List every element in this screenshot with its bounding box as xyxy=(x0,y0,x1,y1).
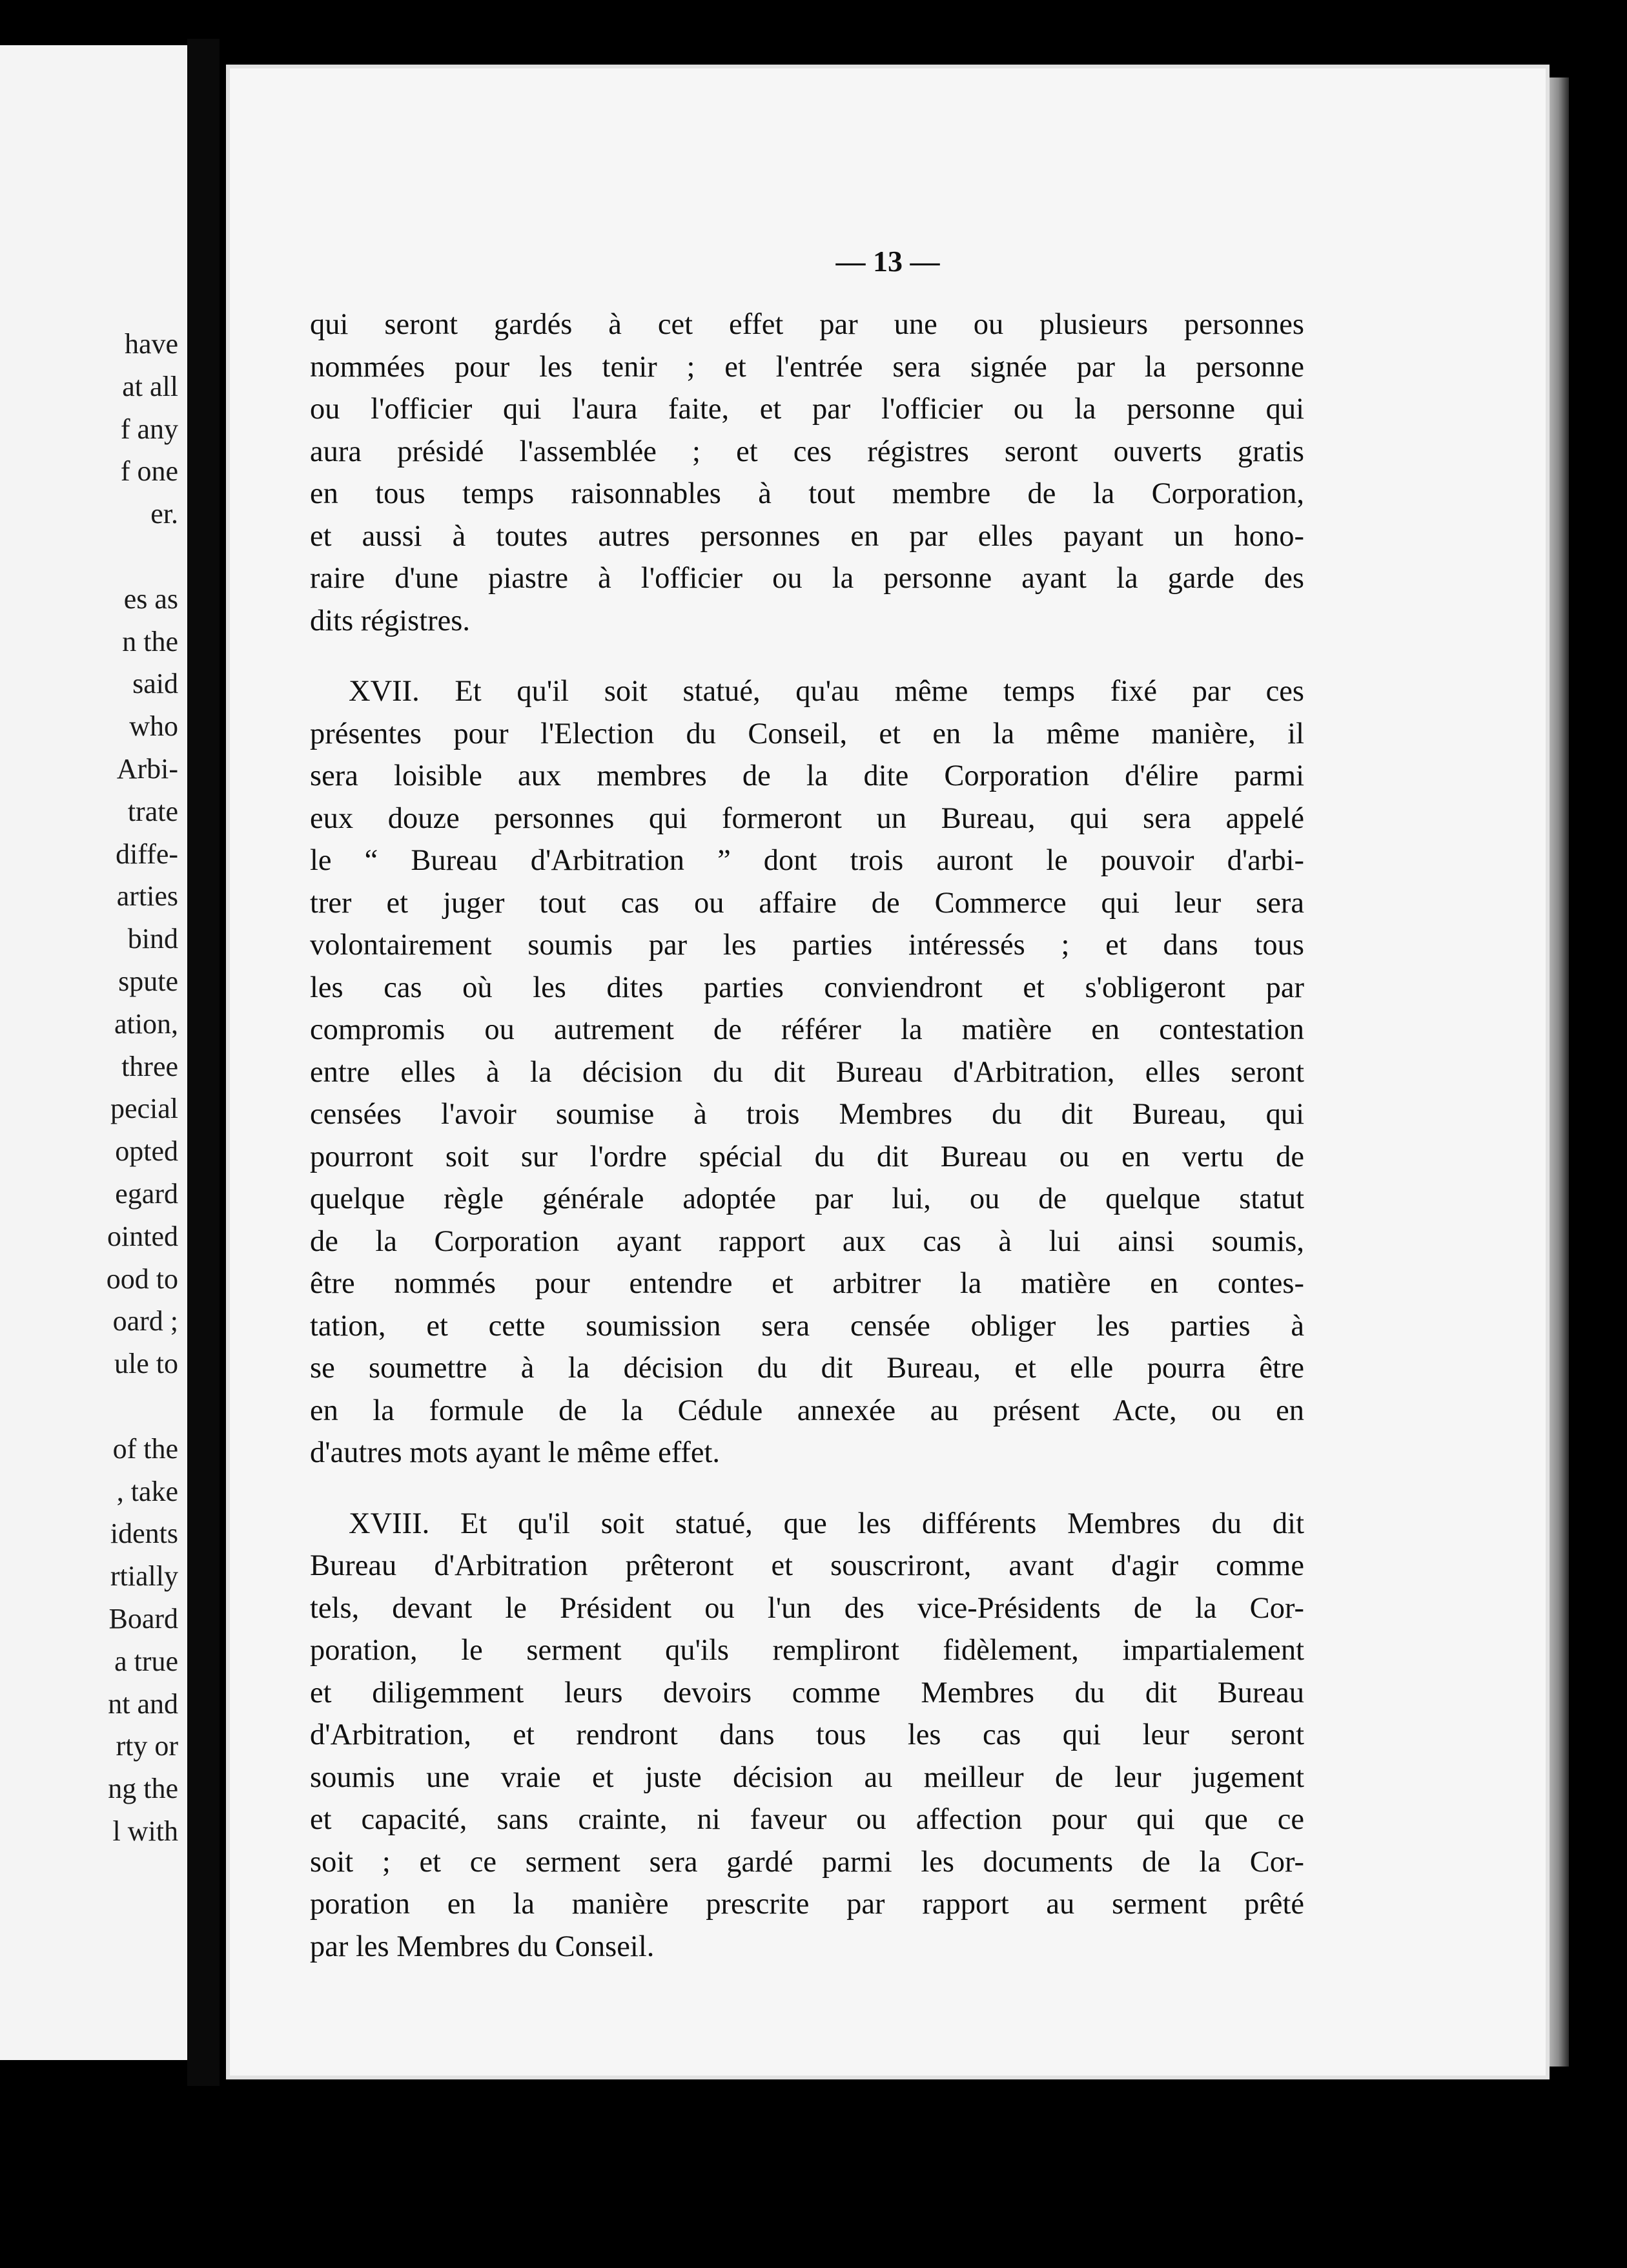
facing-page-line: idents xyxy=(110,1518,178,1550)
text-line: nommées pour les tenir ; et l'entrée sera signée par la personne xyxy=(310,350,1304,384)
facing-page-line: es as xyxy=(123,582,178,615)
facing-page-line: spute xyxy=(118,965,178,997)
text-line: se soumettre à la décision du dit Bureau, et elle pourra être xyxy=(310,1352,1304,1385)
text-line: tation, et cette soumission sera censée obliger les parties à xyxy=(310,1309,1304,1343)
facing-page-line: arties xyxy=(116,880,178,912)
page-number: — 13 — xyxy=(835,245,940,278)
text-line: soumis une vraie et juste décision au meilleur de leur jugement xyxy=(310,1760,1304,1794)
text-line: Bureau d'Arbitration prêteront et souscriront, avant d'agir comme xyxy=(310,1549,1304,1582)
text-line: entre elles à la décision du dit Bureau d'Arbitration, elles seront xyxy=(310,1055,1304,1089)
text-line: d'Arbitration, et rendront dans tous les cas qui leur seront xyxy=(310,1718,1304,1751)
text-line: de la Corporation ayant rapport aux cas à lui ainsi soumis, xyxy=(310,1224,1304,1258)
facing-page-line: three xyxy=(121,1050,178,1082)
facing-page-line: rtially xyxy=(110,1560,178,1593)
facing-page-line: l with xyxy=(112,1815,178,1847)
text-line: soit ; et ce serment sera gardé parmi les documents de la Cor- xyxy=(310,1845,1304,1879)
facing-page-line: opted xyxy=(115,1135,178,1168)
facing-page-fragment xyxy=(0,45,187,2060)
facing-page-line: ng the xyxy=(108,1773,178,1805)
facing-page-line: trate xyxy=(127,795,178,827)
facing-page-line: f any xyxy=(120,413,178,445)
text-line: quelque règle générale adoptée par lui, ou de quelque statut xyxy=(310,1182,1304,1215)
facing-page-line: rty or xyxy=(116,1730,178,1762)
facing-page-line: pecial xyxy=(110,1093,178,1125)
text-line: pourront soit sur l'ordre spécial du dit Bureau ou en vertu de xyxy=(310,1140,1304,1173)
facing-page-line: who xyxy=(129,710,178,743)
facing-page-line: , take xyxy=(116,1475,178,1507)
text-line: présentes pour l'Election du Conseil, et en la même manière, il xyxy=(310,717,1304,750)
facing-page-line: of the xyxy=(112,1432,178,1465)
facing-page-line: nt and xyxy=(108,1687,178,1720)
text-line: sera loisible aux membres de la dite Corporation d'élire parmi xyxy=(310,759,1304,792)
text-line: volontairement soumis par les parties intéressés ; et dans tous xyxy=(310,929,1304,962)
text-line: poration, le serment qu'ils rempliront fidèlement, impartialement xyxy=(310,1634,1304,1667)
text-line: aura présidé l'assemblée ; et ces régistres seront ouverts gratis xyxy=(310,435,1304,468)
facing-page-line: ation, xyxy=(114,1007,178,1040)
text-line: les cas où les dites parties conviendront et s'obligeront par xyxy=(310,971,1304,1004)
text-line: d'autres mots ayant le même effet. xyxy=(310,1436,721,1469)
book-gutter xyxy=(187,39,220,2086)
facing-page-line: a true xyxy=(114,1645,178,1677)
text-line: compromis ou autrement de référer la matière en contestation xyxy=(310,1013,1304,1046)
text-line: et capacité, sans crainte, ni faveur ou affection pour qui que ce xyxy=(310,1803,1304,1836)
text-line: eux douze personnes qui formeront un Bureau, qui sera appelé xyxy=(310,801,1304,835)
text-line: par les Membres du Conseil. xyxy=(310,1930,655,1963)
text-line: trer et juger tout cas ou affaire de Commerce qui leur sera xyxy=(310,886,1304,920)
paragraph xyxy=(310,1503,1304,1968)
text-line: dits régistres. xyxy=(310,604,470,637)
facing-page-line: diffe- xyxy=(116,838,178,870)
body-text xyxy=(310,304,1304,1968)
text-line: et diligemment leurs devoirs comme Membres du dit Bureau xyxy=(310,1676,1304,1709)
facing-page-line: oard ; xyxy=(112,1305,178,1337)
facing-page-line: bind xyxy=(127,923,178,955)
text-line: poration en la manière prescrite par rapport au serment prêté xyxy=(310,1888,1304,1921)
text-line: en la formule de la Cédule annexée au présent Acte, ou en xyxy=(310,1394,1304,1427)
text-line: censées l'avoir soumise à trois Membres du dit Bureau, qui xyxy=(310,1098,1304,1131)
facing-page-line: Arbi- xyxy=(116,753,178,785)
facing-page-line: Board xyxy=(108,1603,178,1634)
text-line: XVII. Et qu'il soit statué, qu'au même temps fixé par ces xyxy=(349,675,1304,708)
text-line: en tous temps raisonnables à tout membre de la Corporation, xyxy=(310,477,1304,510)
text-line: être nommés pour entendre et arbitrer la matière en contes- xyxy=(310,1267,1304,1300)
text-line: le “ Bureau d'Arbitration ” dont trois auront le pouvoir d'arbi- xyxy=(310,844,1304,877)
text-line: XVIII. Et qu'il soit statué, que les différents Membres du dit xyxy=(349,1507,1304,1540)
text-line: qui seront gardés à cet effet par une ou plusieurs personnes xyxy=(310,308,1304,341)
paragraph xyxy=(310,670,1304,1474)
facing-page-line: ood to xyxy=(106,1263,178,1295)
facing-page-line: ule to xyxy=(114,1348,178,1380)
facing-page-line: said xyxy=(132,668,178,700)
facing-page-line: f one xyxy=(120,455,178,488)
facing-page-line: egard xyxy=(115,1178,178,1210)
facing-page-line: have xyxy=(124,328,178,360)
facing-page-line: n the xyxy=(122,625,178,657)
text-line: ou l'officier qui l'aura faite, et par l'officier ou la personne qui xyxy=(310,393,1304,426)
text-line: et aussi à toutes autres personnes en par elles payant un hono- xyxy=(310,519,1304,553)
text-line: tels, devant le Président ou l'un des vice-Présidents de la Cor- xyxy=(310,1591,1304,1625)
facing-page-line: ointed xyxy=(107,1220,178,1252)
facing-page-line: er. xyxy=(150,498,178,530)
facing-page-line: at all xyxy=(122,370,178,402)
paragraph xyxy=(310,304,1304,642)
text-line: raire d'une piastre à l'officier ou la personne ayant la garde des xyxy=(310,562,1304,595)
